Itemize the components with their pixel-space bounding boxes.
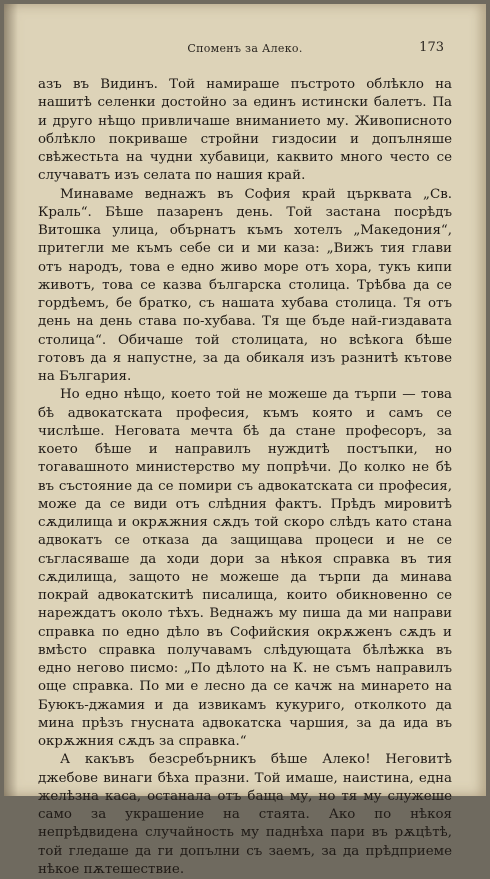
page-number: 173 <box>419 40 444 55</box>
body-text <box>38 76 452 879</box>
paragraph: Но едно нѣщо, което той не можеше да търпи — това бѣ адвокатската професия, къмъ която и самъ се числѣше. Неговата мечта бѣ да стане професоръ, за което бѣше и направилъ нуждитѣ постъпки, но тогавашното министерство му попрѣчи. До колко не бѣ въ състояние да се помири съ адвокатската си професия, може да се види отъ слѣдния фактъ. Прѣдъ мировитѣ сѫдилища и окрѫжния сѫдъ той скоро слѣдъ като стана адвокатъ се отказа да защищава процеси и не се съгласяваше да ходи дори за нѣкоя справка въ тия сѫдилища, защото не можеше да търпи да минава покрай адвокатскитѣ писалища, които обикновенно се нареждатъ около тѣхъ. Веднажъ му пиша да ми направи справка по едно дѣло въ Софийския окрѫженъ сѫдъ и вмѣсто справка получавамъ слѣдующата бѣлѣжка въ едно негово писмо: „По дѣлото на К. не съмъ направилъ още справка. По ми е лесно да се качж на минарето на Буюкъ-джамия и да извикамъ кукуриго, отколкото да мина прѣзъ гнусната адвокатска чаршия, за да ида въ окрѫжния сѫдъ за справка.“ <box>38 387 452 749</box>
gutter-shadow <box>4 4 18 796</box>
running-head: Споменъ за Алеко. <box>187 42 303 55</box>
paragraph: Минаваме веднажъ въ София край църквата „Св. Краль“. Бѣше пазаренъ день. Той застана посрѣдъ Витошка улица, обърнатъ къмъ хотелъ „Македония“, притегли ме къмъ себе си и ми каза: „Вижъ тия глави отъ народъ, това е едно живо море отъ хора, тукъ кипи животъ, това се казва българска столица. Трѣбва да се гордѣемъ, бе братко, съ нашата хубава столица. Тя отъ день на день става по-хубава. Тя ще бъде най-гиздавата столица“. Обичаше той столицата, но всѣкога бѣше готовъ да я напустне, за да обикаля изъ разнитѣ кътове на България. <box>38 186 452 384</box>
paragraph: азъ въ Видинъ. Той намираше пъстрото облѣкло на нашитѣ селенки достойно за единъ истински балетъ. Па и друго нѣщо привличаше вниманието му. Живописното облѣкло покриваше стройни гиздосии и допълняше свѣжестьта на чудни хубавици, каквито много често се случаватъ изъ селата по нашия край. <box>38 77 452 184</box>
paragraph: А какъвъ безсребърникъ бѣше Алеко! Неговитѣ джебове винаги бѣха празни. Той имаше, наистина, една желѣзна каса, останала отъ баща му, но тя му служеше само за украшение на стаята. Ако по нѣкоя непрѣдвидена случайность му паднѣха пари въ рѫцѣтѣ, той гледаше да ги допълни съ заемъ, за да прѣдприеме нѣкое пѫтешествие. <box>38 752 452 877</box>
page-header <box>4 42 486 62</box>
book-page <box>4 4 486 877</box>
